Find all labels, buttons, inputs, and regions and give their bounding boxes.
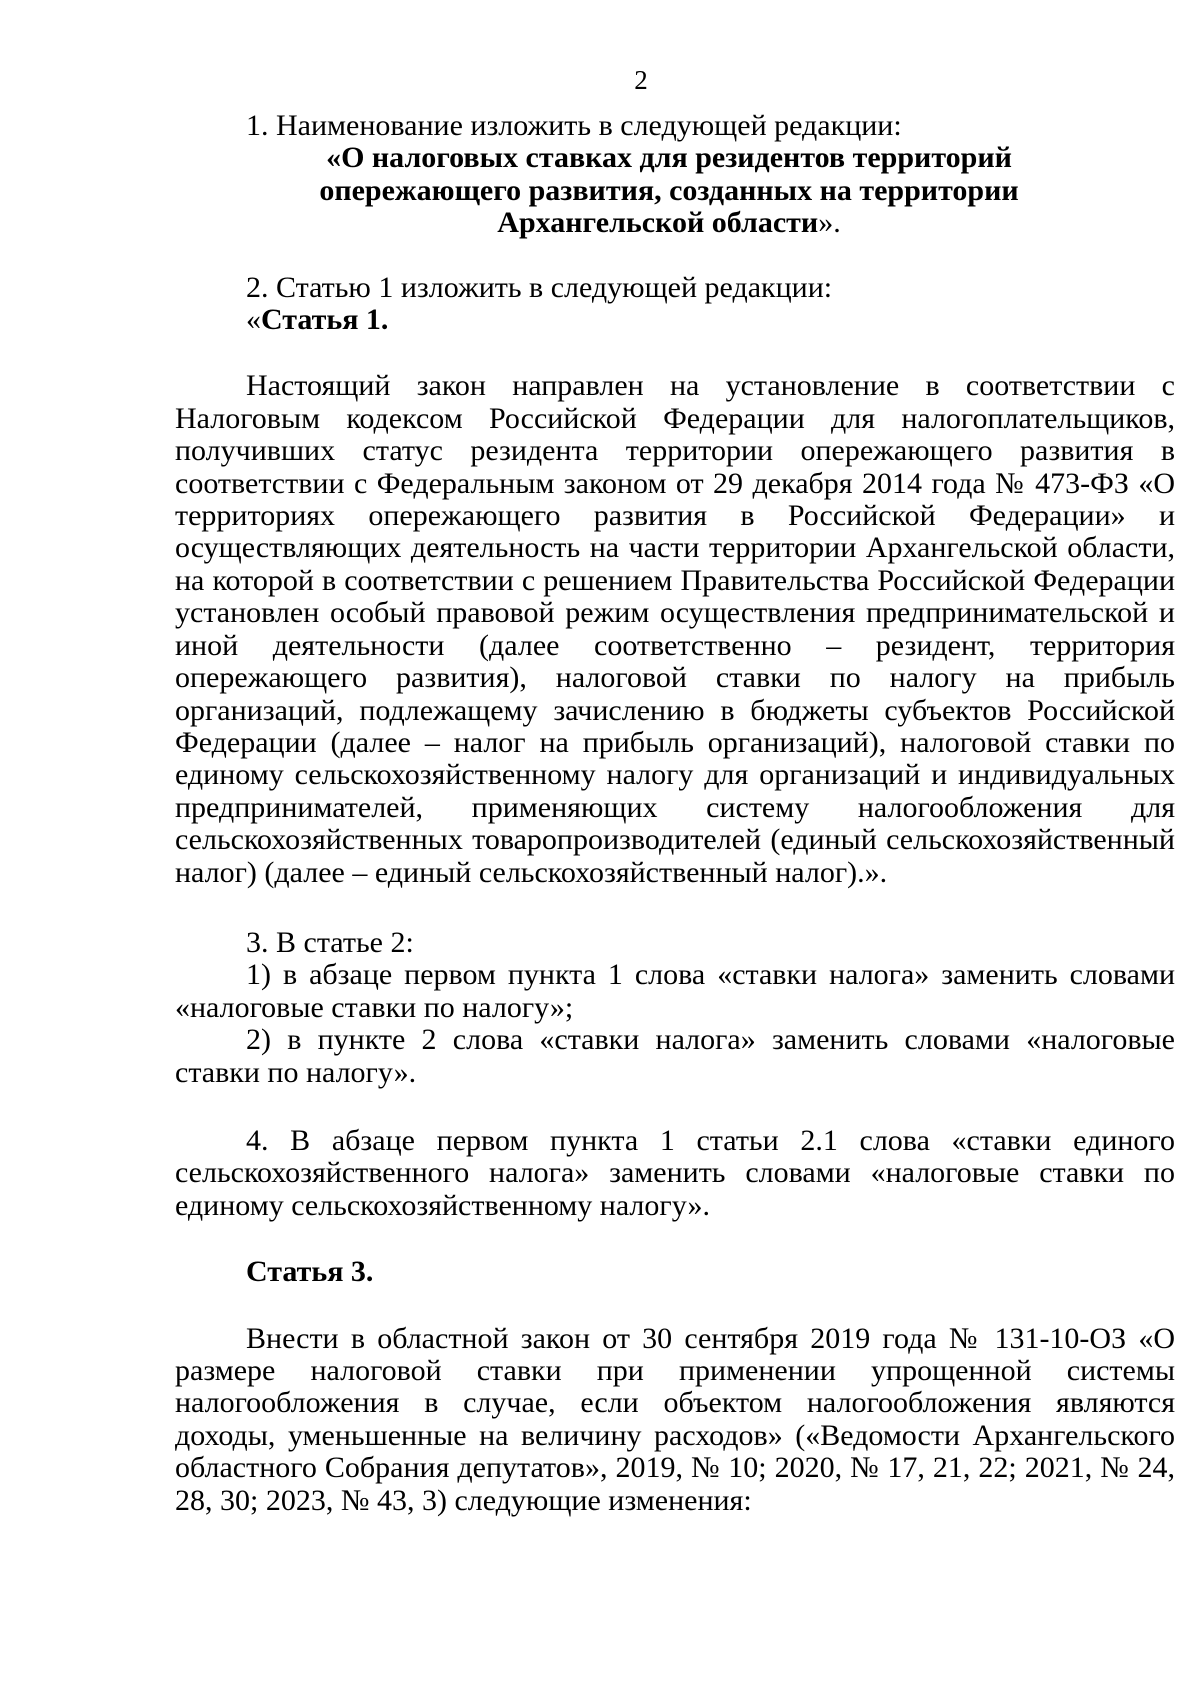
spacer <box>175 336 1175 370</box>
new-law-title-tail: ». <box>818 206 841 240</box>
article-3-body: Внести в областной закон от 30 сентября 2019 года № 131-10-ОЗ «О размере налоговой ставки при применении упрощенной системы налогообложения в случае, если объектом налогообложения являются доходы, уменьшенные на величину расходов» («Ведомости Архангельского областного Собрания депутатов», 2019, № 10; 2020, № 17, 21, 22; 2021, № 24, 28, 30; 2023, № 43, 3) следующие изменения: <box>175 1321 1175 1517</box>
new-law-title-text: «О налоговых ставках для резидентов территорий опережающего развития, созданных на территории Архангельской области <box>319 141 1019 240</box>
page-number: 2 <box>634 65 648 95</box>
spacer <box>175 1222 1175 1256</box>
item-3-subitem-1: 1) в абзаце первом пункта 1 слова «ставки налога» заменить словами «налоговые ставки по налогу»; <box>175 958 1175 1024</box>
spacer <box>175 240 1175 272</box>
article-1-heading <box>175 304 1175 336</box>
open-quote: « <box>246 303 261 337</box>
spacer <box>175 1289 1175 1323</box>
article-3-heading-text: Статья 3. <box>246 1255 374 1289</box>
item-3-intro: 3. В статье 2: <box>246 925 414 959</box>
article-3-heading <box>175 1256 1175 1288</box>
spacer <box>175 889 1175 927</box>
item-3-subitem-2: 2) в пункте 2 слова «ставки налога» заменить словами «налоговые ставки по налогу». <box>175 1023 1175 1089</box>
item-1-intro: 1. Наименование изложить в следующей редакции: <box>246 109 902 142</box>
article-1-body: Настоящий закон направлен на установление в соответствии с Налоговым кодексом Российской Федерации для налогоплательщиков, получивших статус резидента территории опережающего развития в соответствии с Федеральным законом от 29 декабря 2014 года № 473-ФЗ «О территориях опережающего развития в Российской Федерации» и осуществляющих деятельность на части территории Архангельской области, на которой в соответствии с решением Правительства Российской Федерации установлен особый правовой режим осуществления предпринимательской и иной деятельности (далее соответственно – резидент, территория опережающего развития), налоговой ставки по налогу на прибыль организаций, подлежащему зачислению в бюджеты субъектов Российской Федерации (далее – налог на прибыль организаций), налоговой ставки по единому сельскохозяйственному налогу для организаций и индивидуальных предпринимателей, применяющих систему налогообложения для сельскохозяйственных товаропроизводителей (единый сельскохозяйственный налог) (далее – единый сельскохозяйственный налог).». <box>175 369 1175 889</box>
item-2-intro: 2. Статью 1 изложить в следующей редакции: <box>246 270 833 304</box>
document-body <box>175 110 1175 1517</box>
article-1-heading-text: Статья 1. <box>261 303 389 337</box>
item-4-text: 4. В абзаце первом пункта 1 статьи 2.1 слова «ставки единого сельскохозяйственного налога» заменить словами «налоговые ставки по единому сельскохозяйственному налогу». <box>175 1123 1175 1222</box>
new-law-title <box>293 142 1045 239</box>
spacer <box>175 1089 1175 1125</box>
